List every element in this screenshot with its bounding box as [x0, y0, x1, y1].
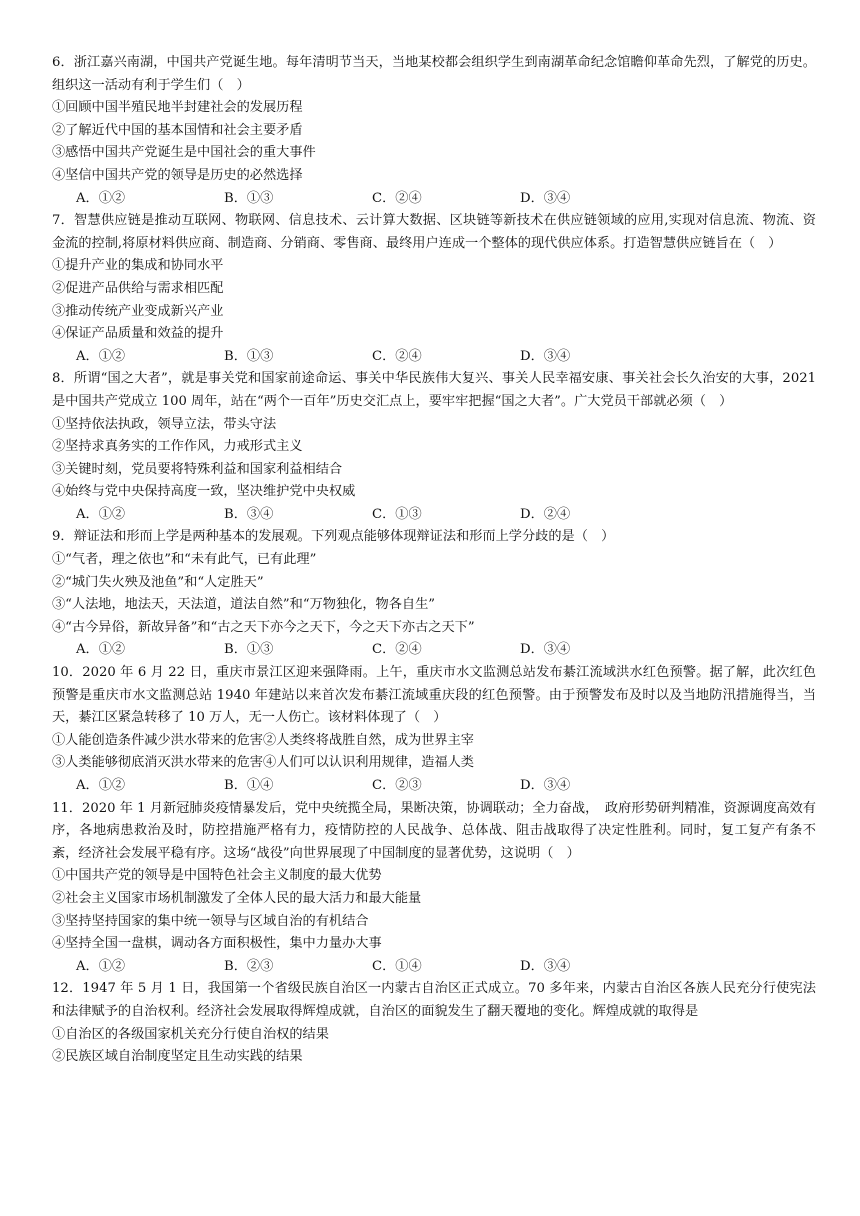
- option-a: A．①②: [76, 506, 126, 522]
- statement-item: ②促进产品供给与需求相匹配: [52, 280, 224, 296]
- option-b: B．②③: [224, 958, 274, 974]
- statement-item: ④始终与党中央保持高度一致，坚决维护党中央权威: [52, 484, 356, 500]
- option-c: C．②④: [372, 348, 422, 364]
- option-a: A．①②: [76, 778, 126, 793]
- statement-item: ④坚信中国共产党的领导是历史的必然选择: [52, 167, 303, 183]
- question-stem: 8．所谓“国之大者”，就是事关党和国家前途命运、事关中华民族伟大复兴、事关人民幸福安康、事关社会长久治安的大事，2021 是中国共产党成立 100 周年，站在“两个一百年”历史交汇点上，要牢牢把握“国之大者”。广大党员干部就必须（ ）: [52, 371, 816, 409]
- option-a: A．①②: [76, 348, 126, 364]
- statement-item: ②坚持求真务实的工作作风，力戒形式主义: [52, 439, 303, 455]
- statement-item: ②“城门失火殃及池鱼”和“人定胜天”: [52, 574, 264, 590]
- answer-options: [52, 639, 816, 662]
- statement-item: ②了解近代中国的基本国情和社会主要矛盾: [52, 122, 303, 138]
- option-d: D．③④: [520, 190, 571, 206]
- statement-item: ③推动传统产业变成新兴产业: [52, 303, 224, 319]
- question-8: [52, 368, 816, 526]
- option-d: D．③④: [520, 348, 571, 364]
- option-c: C．②③: [372, 778, 422, 793]
- statement-item: ①回顾中国半殖民地半封建社会的发展历程: [52, 100, 303, 116]
- option-a: A．①②: [76, 642, 126, 658]
- answer-options: [52, 346, 816, 369]
- question-6: [52, 52, 816, 210]
- option-b: B．③④: [224, 506, 274, 522]
- statement-item: ④坚持全国一盘棋，调动各方面积极性，集中力量办大事: [52, 936, 382, 952]
- option-b: B．①③: [224, 190, 274, 206]
- option-a: A．①②: [76, 190, 126, 206]
- option-d: D．③④: [520, 958, 571, 974]
- statement-item: ①坚持依法执政，领导立法，带头守法: [52, 416, 277, 432]
- question-stem: 7．智慧供应链是推动互联网、物联网、信息技术、云计算大数据、区块链等新技术在供应链领域的应用,实现对信息流、物流、资金流的控制,将原材料供应商、制造商、分销商、零售商、最终用户连成一个整体的现代供应体系。打造智慧供应链旨在（ ）: [52, 213, 816, 251]
- exam-page: [52, 52, 816, 1069]
- statement-item: ③坚持坚持国家的集中统一领导与区域自治的有机结合: [52, 913, 369, 929]
- question-stem: 11．2020 年 1 月新冠肺炎疫情暴发后，党中央统揽全局，果断决策，协调联动；全力奋战， 政府形势研判精准，资源调度高效有序，各地病患救治及时，防控措施严格有力，疫情防控的人民战争、总体战、阻击战取得了决定性胜利。同时，复工复产有条不紊，经济社会发展平稳有序。这场“战役”向世界展现了中国制度的显著优势，这说明（ ）: [52, 800, 816, 861]
- option-c: C．①④: [372, 958, 422, 974]
- statement-item: ③感悟中国共产党诞生是中国社会的重大事件: [52, 145, 316, 161]
- question-stem: 6．浙江嘉兴南湖，中国共产党诞生地。每年清明节当天，当地某校都会组织学生到南湖革命纪念馆瞻仰革命先烈，了解党的历史。组织这一活动有利于学生们（ ）: [52, 55, 816, 93]
- statement-item: ①中国共产党的领导是中国特色社会主义制度的最大优势: [52, 868, 382, 884]
- option-b: B．①④: [224, 778, 274, 793]
- question-stem: 9．辩证法和形而上学是两种基本的发展观。下列观点能够体现辩证法和形而上学分歧的是（ ）: [52, 529, 615, 545]
- answer-options: [52, 775, 816, 798]
- statement-item: ②民族区域自治制度坚定且生动实践的结果: [52, 1049, 303, 1065]
- option-a: A．①②: [76, 958, 126, 974]
- statement-item: ①“气者，理之依也”和“未有此气，已有此理”: [52, 552, 317, 568]
- answer-options: [52, 956, 816, 979]
- option-d: D．②④: [520, 506, 571, 522]
- option-b: B．①③: [224, 348, 274, 364]
- statement-item: ①人能创造条件减少洪水带来的危害②人类终将战胜自然，成为世界主宰: [52, 732, 474, 748]
- question-9: [52, 526, 816, 662]
- question-stem: 10．2020 年 6 月 22 日，重庆市景江区迎来强降雨。上午，重庆市水文监测总站发布綦江流域洪水红色预警。据了解，此次红色预警是重庆市水文监测总站 1940 年建站以来首次发布綦江流域重庆段的红色预警。由于预警发布及时以及当地防汛措施得当，当天，綦江区紧急转移了 10 万人，无一人伤亡。该材料体现了（ ）: [52, 665, 816, 726]
- question-stem: 12．1947 年 5 月 1 日，我国第一个省级民族自治区一内蒙古自治区正式成立。70 多年来，内蒙古自治区各族人民充分行使宪法和法律赋予的自治权利。经济社会发展取得辉煌成就，自治区的面貌发生了翻天覆地的变化。辉煌成就的取得是: [52, 981, 816, 1019]
- option-c: C．②④: [372, 190, 422, 206]
- option-b: B．①③: [224, 642, 274, 658]
- answer-options: [52, 504, 816, 527]
- question-10: [52, 662, 816, 798]
- question-11: [52, 798, 816, 979]
- statement-item: ④保证产品质量和效益的提升: [52, 326, 224, 342]
- statement-item: ③人类能够彻底消灭洪水带来的危害④人们可以认识利用规律，造福人类: [52, 755, 474, 771]
- option-c: C．①③: [372, 506, 422, 522]
- option-d: D．③④: [520, 778, 571, 793]
- statement-item: ①自治区的各级国家机关充分行使自治权的结果: [52, 1026, 329, 1042]
- question-7: [52, 210, 816, 368]
- statement-item: ③“人法地，地法天，天法道，道法自然”和“万物独化，物各自生”: [52, 597, 436, 613]
- option-c: C．②④: [372, 642, 422, 658]
- statement-item: ①提升产业的集成和协同水平: [52, 258, 224, 274]
- answer-options: [52, 188, 816, 211]
- statement-item: ②社会主义国家市场机制激发了全体人民的最大活力和最大能量: [52, 890, 422, 906]
- option-d: D．③④: [520, 642, 571, 658]
- statement-item: ③关键时刻，党员要将特殊利益和国家利益相结合: [52, 461, 343, 477]
- question-12: [52, 978, 816, 1068]
- statement-item: ④“古今异俗，新故异备”和“古之天下亦今之天下，今之天下亦古之天下”: [52, 619, 475, 635]
